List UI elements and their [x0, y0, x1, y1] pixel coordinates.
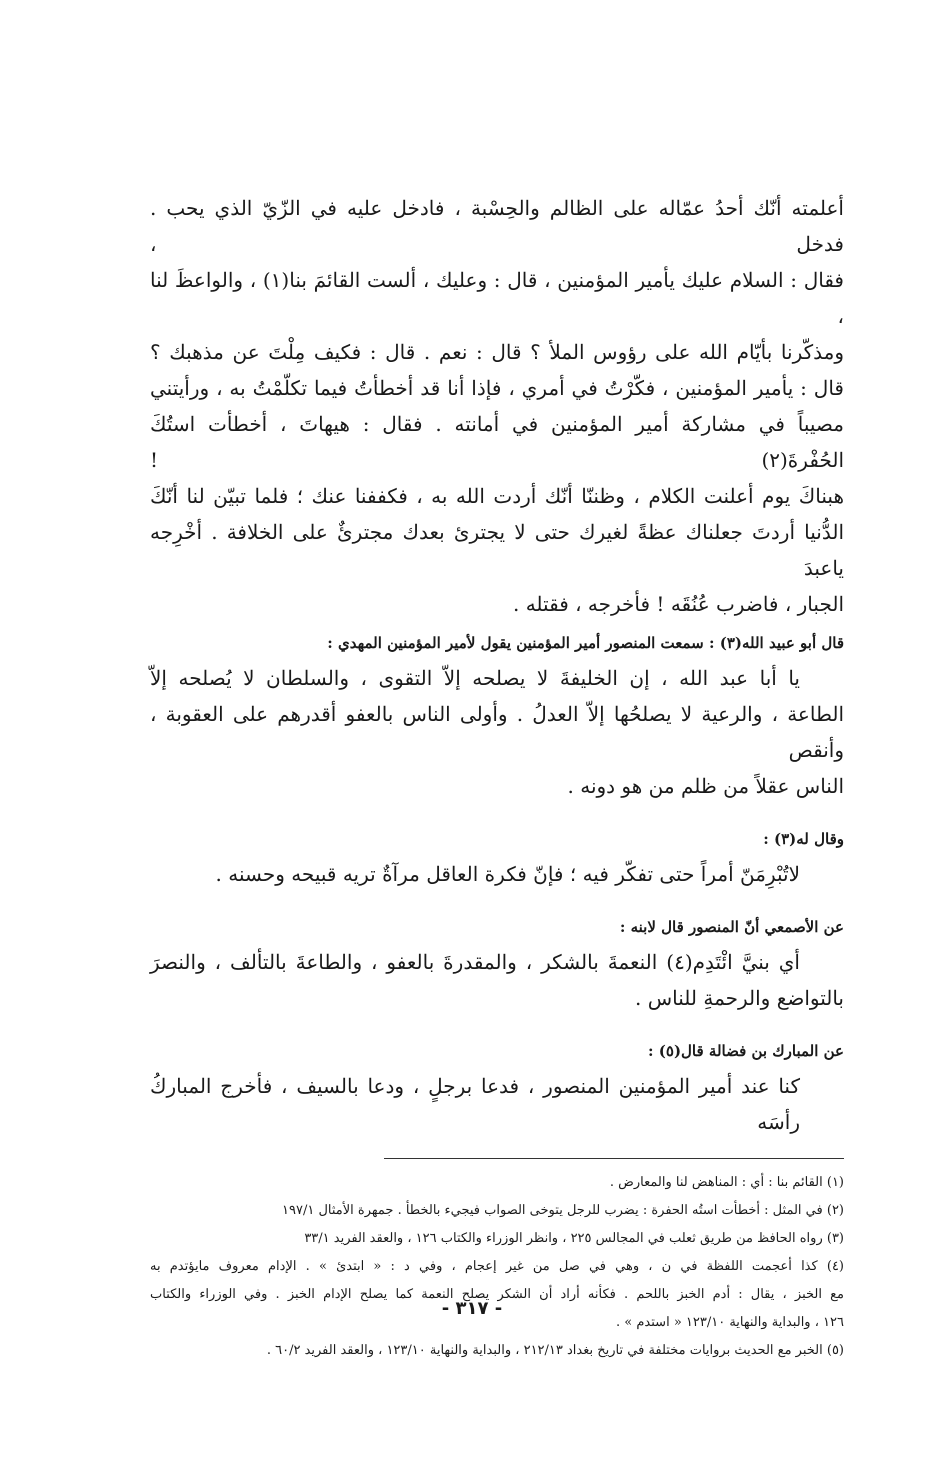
text-line: أي بنيَّ ائْتَدِم(٤) النعمةَ بالشكر ، والمقدرةَ بالعفو ، والطاعةَ بالتألف ، والنصرَ: [150, 950, 800, 974]
footnote: (٢) في المثل : أخطأت استُه الحفرة : يضرب للرجل يتوخى الصواب فيجيء بالخطأ . جمهرة الأمثال ١٩٧/١: [282, 1203, 844, 1218]
section-heading: وقال له(٣) :: [763, 830, 844, 848]
footnote: (٤) كذا أعجمت اللفظة في ن ، وهي في صل من غير إعجام ، وفي د : « ابتدئ » . الإدام معروف مايؤتدم به: [150, 1259, 844, 1274]
footnote-divider: [384, 1158, 844, 1159]
footnote: (١) القائم بنا : أي : المناهض لنا والمعارض .: [609, 1175, 844, 1190]
paragraph-3: [150, 856, 844, 892]
footnote: (٥) الخبر مع الحديث بروايات مختلفة في تاريخ بغداد ٢١٢/١٣ ، والبداية والنهاية ١٢٣/١٠ ، والعقد الفريد ٦٠/٢ .: [266, 1343, 844, 1358]
section-heading: قال أبو عبيد الله(٣) : سمعت المنصور أمير المؤمنين يقول لأمير المؤمنين المهدي :: [327, 634, 844, 652]
text-line: يا أبا عبد الله ، إن الخليفةَ لا يصلحه إلاّ التقوى ، والسلطان لا يُصلحه إلاّ: [150, 666, 800, 690]
text-line: قال : يأمير المؤمنين ، فكّرْتُ في أمري ، فإذا أنا قد أخطأتُ فيما تكلّمْتُ به ، ورأيتني: [150, 376, 844, 400]
paragraph-5: [150, 1068, 844, 1140]
footnote: مع الخبز ، يقال : أدم الخبز باللحم . فكأنه أراد أن الشكر يصلح النعمة كما يصلح الإدام الخبز . وفي الوزراء والكتاب: [150, 1287, 844, 1302]
footnotes: [150, 1169, 844, 1365]
text-line: فقال : السلام عليك يأمير المؤمنين ، قال : وعليك ، ألست القائمَ بنا(١) ، والواعظَ لنا ،: [150, 268, 844, 328]
page-number: - ٣١٧ -: [441, 1298, 503, 1319]
text-line: الطاعة ، والرعية لا يصلحُها إلاّ العدلُ . وأولى الناس بالعفو أقدرهم على العقوبة ، وأنقص: [150, 702, 844, 762]
text-line: هبناكَ يوم أعلنت الكلام ، وظننّا أنّك أردت الله به ، فكففنا عنك ؛ فلما تبيّن لنا أنّكَ: [150, 484, 844, 508]
paragraph-4: [150, 944, 844, 1016]
text-line: لاتُبْرِمَنّ أمراً حتى تفكّر فيه ؛ فإنّ فكرة العاقل مرآةٌ تريه قبيحه وحسنه .: [215, 862, 800, 886]
section-heading: عن الأصمعي أنّ المنصور قال لابنه :: [619, 918, 844, 936]
text-line: الدُّنيا أردتَ جعلناك عظةً لغيرك حتى لا يجترئ بعدك مجترئٌ على الخلافة . أخْرِجه ياعبدَ: [150, 520, 844, 580]
footnote: ١٢٦ ، والبداية والنهاية ١٢٣/١٠ « استدم » .: [616, 1315, 844, 1330]
text-line: كنا عند أمير المؤمنين المنصور ، فدعا برجلٍ ، ودعا بالسيف ، فأخرج المباركُ رأسَه: [150, 1074, 800, 1134]
text-line: ومذكّرنا بأيّام الله على رؤوس الملأ ؟ قال : نعم . قال : فكيف مِلْتَ عن مذهبك ؟: [150, 340, 844, 364]
text-line: بالتواضع والرحمةِ للناس .: [635, 986, 844, 1010]
section-heading: عن المبارك بن فضالة قال(٥) :: [648, 1042, 844, 1060]
text-line: الناس عقلاً من ظلم من هو دونه .: [567, 774, 844, 798]
text-line: مصيباً في مشاركة أمير المؤمنين في أمانته . فقال : هيهاتَ ، أخطأت استُكَ الحُفْرةَ(٢) !: [150, 412, 844, 472]
paragraph-1: [150, 190, 844, 622]
paragraph-2: [150, 660, 844, 804]
text-line: أعلمته أنّك أحدُ عمّاله على الظالم والحِسْبة ، فادخل عليه في الزّيّ الذي يحب . فدخل ،: [150, 196, 844, 256]
footnote: (٣) رواه الحافظ من طريق ثعلب في المجالس ٢٢٥ ، وانظر الوزراء والكتاب ١٢٦ ، والعقد الفريد ٣٣/١: [304, 1231, 844, 1246]
page-content: [150, 190, 844, 1365]
text-line: الجبار ، فاضرب عُنُقَه ! فأخرجه ، فقتله .: [512, 592, 844, 616]
